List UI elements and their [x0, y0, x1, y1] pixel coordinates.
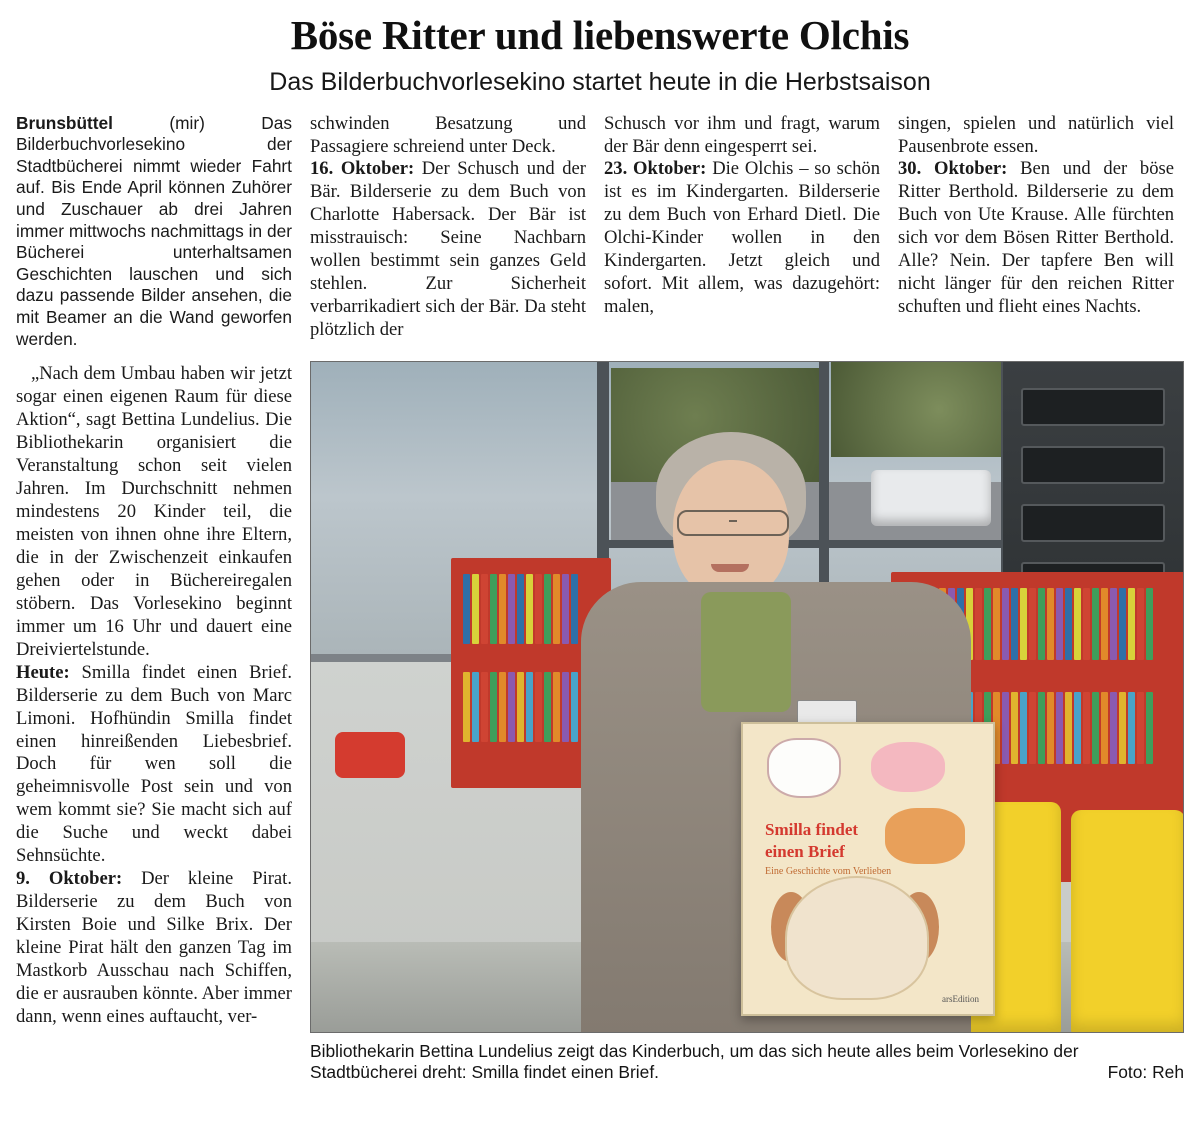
date-label-16-okt: 16. Oktober:	[310, 158, 415, 180]
date-text-heute: Smilla findet einen Brief. Bilderserie zu dem Buch von Marc Limoni. Hofhündin Smilla findet einen hinreißenden Liebesbrief. Doch für wen soll die geheimnisvolle Post sein und von wem kommt sie? Sie macht sich auf die Suche und weckt dabei Sehnsüchte.	[16, 661, 292, 867]
cabinet-slot-1	[1021, 388, 1165, 426]
person-mouth	[711, 564, 749, 572]
date-label-09-okt: 9. Oktober:	[16, 868, 123, 890]
article-column-4	[898, 113, 1174, 320]
person-glasses	[677, 510, 789, 536]
paragraph-continuation-4: singen, spielen und natürlich viel Pausenbrote essen.	[898, 112, 1174, 157]
cabinet-slot-2	[1021, 446, 1165, 484]
book-title-line1: Smilla findet	[765, 820, 859, 839]
date-text-16-okt: Der Schusch und der Bär. Bilderserie zu dem Buch von Charlotte Habersack. Der Bär ist misstrauisch: Seine Nachbarn wollen bestimmt sein ganzes Geld stehlen. Zur Sicherheit verbarrikadiert sich der Bär. Da steht plötzlich der	[310, 158, 586, 341]
photo-block	[310, 361, 1184, 1123]
book-fox-illustration	[885, 808, 965, 864]
photo-credit: Foto: Reh	[1107, 1062, 1184, 1083]
caption-text: Bibliothekarin Bettina Lundelius zeigt das Kinderbuch, um das sich heute alles beim Vorlesekino der Stadtbücherei dreht: Smilla findet einen Brief.	[310, 1041, 1079, 1083]
book-dog-illustration	[785, 876, 929, 1000]
newspaper-article-page	[0, 14, 1200, 1123]
dateline-city: Brunsbüttel	[16, 112, 113, 133]
schedule-entry-09-okt	[16, 868, 292, 1029]
photo-caption	[310, 1041, 1184, 1083]
page-title: Böse Ritter und liebenswerte Olchis	[290, 12, 910, 58]
chair-yellow-far-right	[1071, 810, 1184, 1033]
paragraph-spacer	[16, 350, 292, 363]
person-librarian	[561, 432, 991, 1033]
paragraph-quote: „Nach dem Umbau haben wir jetzt sogar einen eigenen Raum für diese Aktion“, sagt Bettina Lundelius. Die Bibliothekarin organisiert die Veranstaltung schon seit vielen Jahren. Im Durchschnitt nehmen mindestens 20 Kinder teil, die meisten von ihnen ohne ihre Eltern, die in der Zwischenzeit einkaufen gehen oder in Büchereiregalen stöbern. Das Vorlesekino beginnt immer um 16 Uhr und dauert eine Dreiviertelstunde.	[16, 363, 292, 660]
schedule-entry-16-okt	[310, 158, 586, 342]
photo-scene	[311, 362, 1183, 1032]
cabinet-slot-3	[1021, 504, 1165, 542]
lead-paragraph	[16, 113, 292, 351]
article-column-1	[16, 113, 292, 1029]
paragraph-continuation-2: schwinden Besatzung und Passagiere schreiend unter Deck.	[310, 112, 586, 157]
subheadline: Das Bilderbuchvorlesekino startet heute in die Herbstsaison	[269, 68, 931, 97]
article-column-2	[310, 113, 586, 343]
schedule-entry-30-okt	[898, 158, 1174, 319]
stool-red	[335, 732, 405, 778]
lead-text: (mir) Das Bilderbuchvorlesekino der Stadtbücherei nimmt wieder Fahrt auf. Bis Ende April können Zuhörer und Zuschauer ab drei Jahren immer mittwochs nachmittags in der Bücherei unterhaltsamen Geschichten lauschen und sich dazu passende Bilder ansehen, die mit Beamer an die Wand geworfen werden.	[16, 112, 292, 349]
book-title-line2: einen Brief	[765, 842, 845, 861]
schedule-entry-heute	[16, 662, 292, 869]
date-text-23-okt: Die Olchis – so schön ist es im Kindergarten. Bilderserie zu dem Buch von Erhard Dietl. Die Olchi-Kinder wollen in den Kindergarten. Jetzt gleich und sofort. Mit allem, was dazugehört: malen,	[604, 158, 881, 318]
date-text-30-okt: Ben und der böse Ritter Berthold. Bilderserie zu dem Buch von Ute Krause. Alle fürchten sich vor dem Bösen Ritter Berthold. Alle? Nein. Der tapfere Ben will nicht länger für den reichen Ritter schuften und flieht eines Nachts.	[898, 158, 1174, 318]
paragraph-continuation-3: Schusch vor ihm und fragt, warum der Bär denn eingesperrt sei.	[604, 112, 880, 157]
book-cow-illustration	[767, 738, 841, 798]
book-pig-illustration	[871, 742, 945, 792]
date-label-heute: Heute:	[16, 661, 70, 683]
book-publisher: arsEdition	[942, 994, 979, 1004]
held-picture-book	[741, 722, 995, 1016]
person-shirt	[701, 592, 791, 712]
date-label-23-okt: 23. Oktober:	[604, 158, 707, 180]
date-text-09-okt: Der kleine Pirat. Bilderserie zu dem Buch von Kirsten Boie und Silke Brix. Der kleine Pirat hält den ganzen Tag im Mastkorb Ausschau nach Schiffen, die er ausrauben könnte. Aber immer dann, wenn eines auftaucht, ver-	[16, 868, 292, 1027]
article-column-3	[604, 113, 880, 320]
date-label-30-okt: 30. Oktober:	[898, 158, 1008, 180]
book-subtitle: Eine Geschichte vom Verlieben	[765, 866, 892, 877]
schedule-entry-23-okt	[604, 158, 880, 319]
article-photo	[310, 361, 1184, 1033]
person-name-badge	[797, 700, 857, 724]
